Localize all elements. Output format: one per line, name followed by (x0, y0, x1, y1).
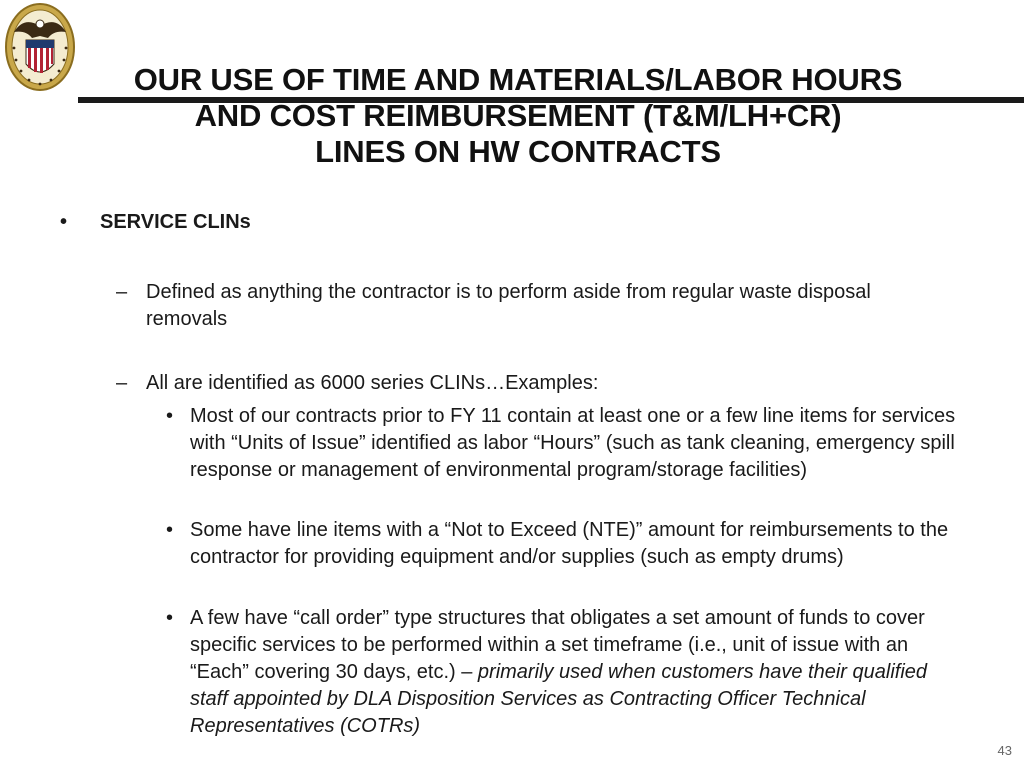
example-text-plain: A few have “call order” type structures that obligates a set amount of funds to cover specific services to be performed within a set timeframe (i.e., unit of issue with an “Each” covering 30 days, etc.) – (190, 607, 925, 683)
title-line-3: LINES ON HW CONTRACTS (315, 134, 721, 169)
bullet-mark: • (166, 405, 174, 427)
example-text: Most of our contracts prior to FY 11 contain at least one or a few line items for services with “Units of Issue” identified as labor “Hours” (such as tank cleaning, emergency spill response or management of environmental program/storage facilities) (190, 405, 956, 481)
example-item-2 (166, 517, 966, 571)
bullet-mark: • (166, 607, 174, 629)
example-item-3 (166, 605, 966, 740)
example-text-italic: primarily used when customers have their qualified staff appointed by DLA Disposition Services as Contracting Officer Technical Representatives (COTRs) (190, 661, 928, 737)
sub-item-text: All are identified as 6000 series CLINs…Examples: (146, 372, 599, 394)
title-line-1: OUR USE OF TIME AND MATERIALS/LABOR HOURS (133, 62, 903, 97)
page-number: 43 (997, 743, 1012, 758)
sub-item-identified (116, 370, 936, 397)
dash-mark: – (116, 372, 128, 394)
example-item-1 (166, 403, 966, 484)
slide-title (78, 62, 958, 170)
bullet-heading: SERVICE CLINs (100, 211, 251, 233)
dash-mark: – (116, 281, 128, 303)
sub-item-defined (116, 279, 936, 333)
example-text: Some have line items with a “Not to Exceed (NTE)” amount for reimbursements to the contractor for providing equipment and/or supplies (such as empty drums) (190, 519, 949, 568)
example-text (190, 605, 966, 740)
bullet-mark: • (166, 519, 174, 541)
sub-item-text: Defined as anything the contractor is to perform aside from regular waste disposal removals (146, 281, 871, 330)
title-line-2: AND COST REIMBURSEMENT (T&M/LH+CR) (194, 98, 842, 133)
agency-seal-icon (4, 2, 76, 92)
bullet-mark: • (60, 211, 68, 233)
